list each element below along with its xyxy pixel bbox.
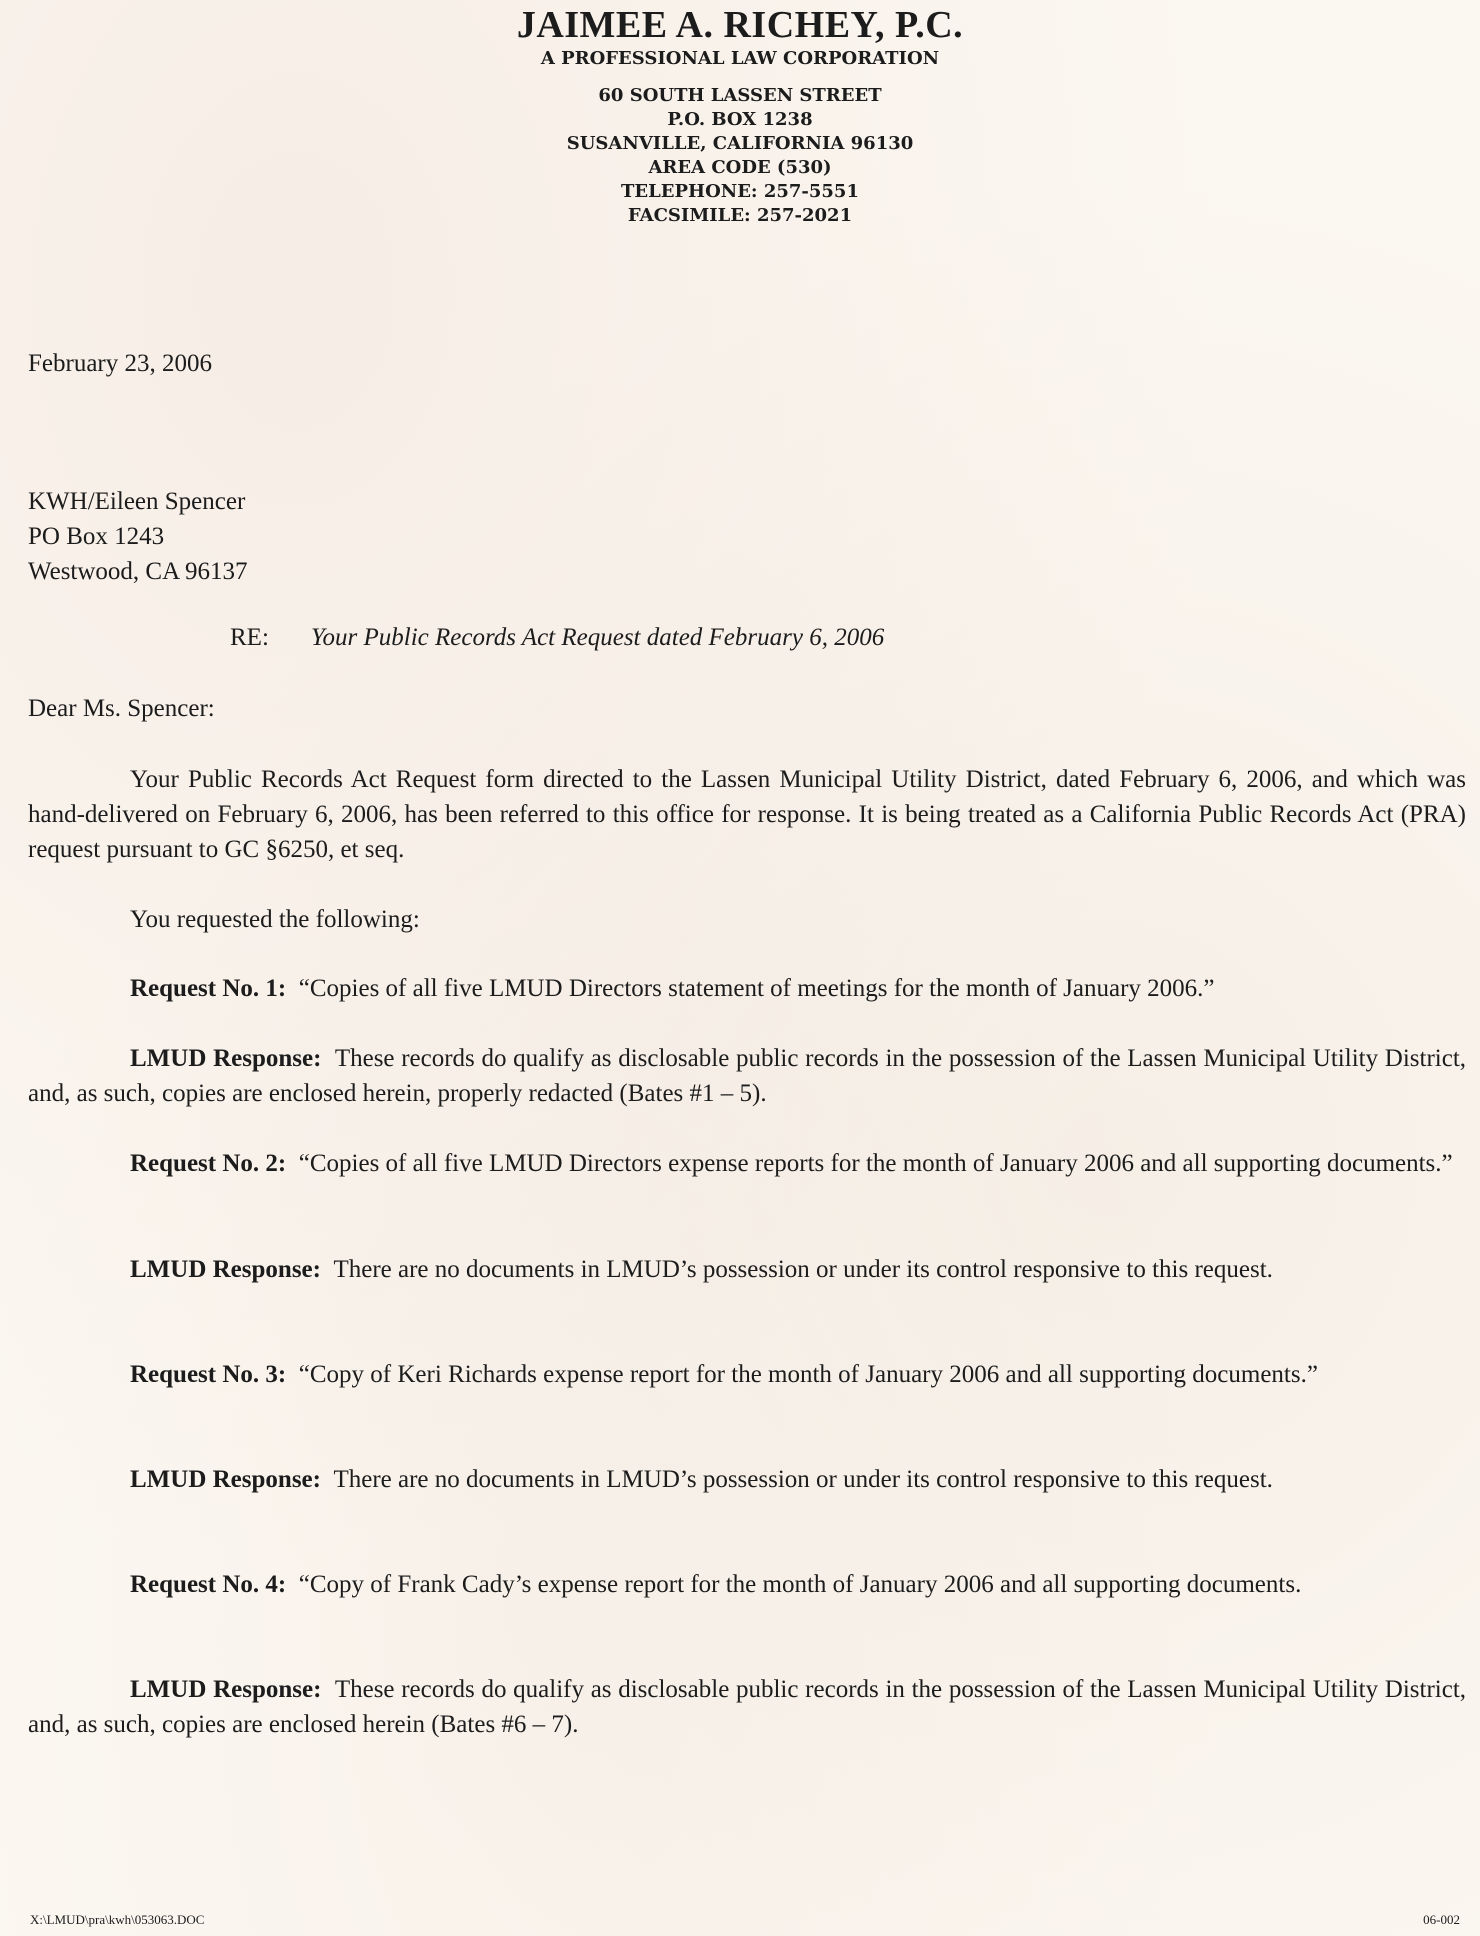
address-po-box: P.O. BOX 1238 — [667, 109, 813, 130]
re-subject: Your Public Records Act Request dated February 6, 2006 — [310, 624, 885, 651]
recipient-address — [28, 484, 1466, 589]
firm-name: JAIMEE A. RICHEY, P.C. — [516, 4, 964, 46]
requested-intro: You requested the following: — [130, 906, 420, 933]
recipient-po-box: PO Box 1243 — [28, 523, 165, 550]
firm-subtitle: A PROFESSIONAL LAW CORPORATION — [540, 48, 940, 69]
response-2 — [28, 1252, 1466, 1287]
address-facsimile: FACSIMILE: 257-2021 — [627, 205, 853, 226]
response-4-text: These records do qualify as disclosable public records in the possession of the Lassen Municipal Utility District, and, as such, copies are enclosed herein (Bates #6 – 7). — [28, 1676, 1467, 1738]
re-label: RE: — [230, 624, 269, 651]
recipient-name: KWH/Eileen Spencer — [28, 488, 246, 515]
request-2-label: Request No. 2: — [130, 1150, 287, 1177]
address-area-code: AREA CODE (530) — [648, 157, 832, 178]
recipient-city: Westwood, CA 96137 — [28, 558, 248, 585]
response-2-text: There are no documents in LMUD’s possession or under its control responsive to this request. — [333, 1256, 1273, 1283]
address-city: SUSANVILLE, CALIFORNIA 96130 — [566, 133, 914, 154]
request-4 — [28, 1567, 1466, 1602]
response-4 — [28, 1672, 1466, 1742]
footer-file-path: X:\LMUD\pra\kwh\053063.DOC — [30, 1912, 205, 1927]
response-2-label: LMUD Response: — [130, 1256, 321, 1283]
request-3-text: “Copy of Keri Richards expense report for the month of January 2006 and all supporting documents.” — [298, 1361, 1318, 1388]
response-1-text: These records do qualify as disclosable public records in the possession of the Lassen Municipal Utility District, and, as such, copies are enclosed herein, properly redacted (Bates #1 – 5). — [28, 1045, 1467, 1107]
response-1 — [28, 1041, 1466, 1111]
letterhead — [0, 0, 1480, 228]
request-1-text: “Copies of all five LMUD Directors statement of meetings for the month of January 2006.” — [298, 975, 1215, 1002]
address-street: 60 SOUTH LASSEN STREET — [598, 85, 882, 106]
request-2 — [28, 1146, 1466, 1181]
intro-paragraph: Your Public Records Act Request form directed to the Lassen Municipal Utility District, dated February 6, 2006, and which was hand-delivered on February 6, 2006, has been referred to this office for response. It is being treated as a California Public Records Act (PRA) request pursuant to GC §6250, et seq. — [28, 766, 1466, 863]
response-1-label: LMUD Response: — [130, 1045, 322, 1072]
re-line — [230, 620, 884, 655]
response-4-label: LMUD Response: — [130, 1676, 322, 1703]
letter-date: February 23, 2006 — [28, 350, 212, 377]
request-4-label: Request No. 4: — [130, 1571, 287, 1598]
request-2-text: “Copies of all five LMUD Directors expense reports for the month of January 2006 and all supporting documents.” — [298, 1150, 1453, 1177]
firm-address — [0, 84, 1480, 228]
address-telephone: TELEPHONE: 257-5551 — [621, 181, 859, 202]
response-3-text: There are no documents in LMUD’s possession or under its control responsive to this request. — [333, 1466, 1273, 1493]
request-4-text: “Copy of Frank Cady’s expense report for the month of January 2006 and all supporting documents. — [298, 1571, 1302, 1598]
response-3 — [28, 1462, 1466, 1497]
request-1-label: Request No. 1: — [130, 975, 287, 1002]
salutation: Dear Ms. Spencer: — [28, 695, 215, 722]
footer-doc-number: 06-002 — [1423, 1912, 1460, 1927]
request-1 — [28, 971, 1466, 1006]
response-3-label: LMUD Response: — [130, 1466, 321, 1493]
request-3-label: Request No. 3: — [130, 1361, 287, 1388]
request-3 — [28, 1357, 1466, 1392]
